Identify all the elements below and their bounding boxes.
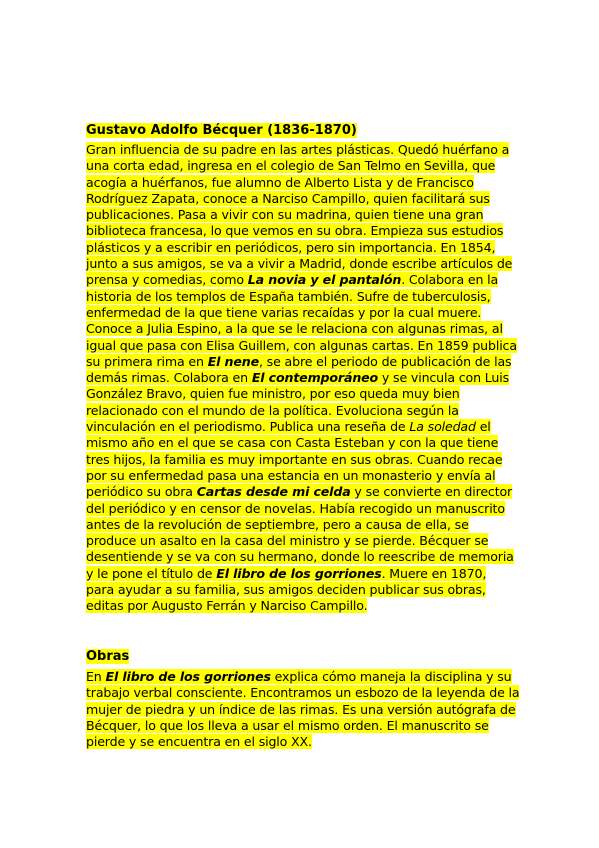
highlighted-text	[86, 533, 488, 548]
text-line	[86, 501, 516, 517]
highlighted-text	[86, 142, 509, 157]
text-line	[86, 158, 516, 174]
text-line	[86, 321, 516, 337]
works-heading: Obras	[86, 649, 130, 664]
highlighted-text	[86, 403, 459, 418]
title-reference: El libro de los gorriones	[216, 565, 382, 581]
text-segment: Conoce a Julia Espino, a la que se le relaciona con algunas rimas, al	[86, 321, 503, 337]
text-segment: historia de los templos de España también. Sufre de tuberculosis,	[86, 288, 491, 304]
text-line	[86, 468, 516, 484]
text-segment: mujer de piedra y un índice de las rimas. Es una versión autógrafa de	[86, 701, 516, 717]
highlighted-text	[86, 175, 474, 190]
text-segment: . Colabora en la	[401, 272, 499, 288]
text-segment: Rodríguez Zapata, conoce a Narciso Campillo, quien facilitará sus	[86, 190, 490, 206]
text-segment: produce un asalto en la casa del ministro y se pierde. Bécquer se	[86, 533, 489, 549]
highlighted-text	[86, 718, 489, 733]
text-line	[86, 718, 516, 734]
text-line	[86, 256, 516, 272]
highlighted-text	[86, 468, 495, 483]
text-segment: y se convierte en director	[350, 484, 513, 500]
text-line	[86, 305, 516, 321]
highlighted-text	[86, 321, 503, 336]
highlighted-text	[86, 702, 516, 717]
text-line	[86, 272, 516, 288]
text-line	[86, 338, 516, 354]
text-line	[86, 566, 516, 582]
text-segment: En	[86, 669, 106, 684]
text-line	[86, 435, 516, 451]
text-line	[86, 207, 516, 223]
text-line	[86, 685, 520, 701]
highlighted-text	[86, 501, 505, 516]
text-line	[86, 289, 516, 305]
text-segment: relacionado con el mundo de la política. Evoluciona según la	[86, 402, 459, 418]
text-segment: una corta edad, ingresa en el colegio de San Telmo en Sevilla, que	[86, 158, 496, 174]
highlighted-text	[86, 223, 503, 238]
highlighted-text	[86, 484, 512, 499]
highlighted-text	[86, 734, 312, 749]
highlighted-text	[86, 207, 483, 222]
text-segment: y le pone el título de	[86, 565, 217, 581]
highlighted-text	[86, 419, 491, 434]
text-segment: plásticos y a escribir en periódicos, pero sin importancia. En 1854,	[86, 239, 496, 255]
works-paragraph	[86, 669, 520, 750]
text-line	[86, 669, 516, 685]
highlighted-text	[86, 240, 495, 255]
text-line	[86, 533, 516, 549]
text-segment: Gran influencia de su padre en las artes plásticas. Quedó huérfano a	[86, 142, 510, 157]
text-line	[86, 734, 516, 750]
text-line	[86, 191, 516, 207]
text-line	[86, 452, 516, 468]
highlighted-text	[86, 289, 491, 304]
highlighted-text	[86, 598, 367, 613]
text-line	[86, 403, 516, 419]
text-segment: periódico su obra	[86, 484, 197, 500]
title-reference: La novia y el pantalón	[247, 272, 402, 288]
text-segment: . Muere en 1870,	[381, 565, 487, 581]
text-segment: vinculación en el periodismo. Publica una reseña de	[86, 419, 410, 435]
highlighted-text	[86, 354, 511, 369]
text-segment: por su enfermedad pasa una estancia en un monasterio y envía al	[86, 467, 496, 483]
title-reference: El contemporáneo	[251, 370, 379, 386]
text-line	[86, 370, 516, 386]
text-segment: y se vincula con Luis	[378, 370, 510, 386]
text-line	[86, 223, 516, 239]
bio-paragraph	[86, 142, 516, 615]
text-line	[86, 386, 516, 402]
text-segment: igual que pasa con Elisa Guillem, con algunas cartas. En 1859 publica	[86, 337, 517, 353]
text-segment: su primera rima en	[86, 353, 208, 369]
text-segment: antes de la revolución de septiembre, pero a causa de ella, se	[86, 516, 469, 532]
title-reference: La soledad	[409, 419, 476, 435]
text-segment: explica cómo maneja la disciplina y su	[270, 669, 512, 684]
works-heading-block	[86, 645, 516, 665]
text-segment: biblioteca francesa, lo que vemos en su obra. Empieza sus estudios	[86, 223, 504, 239]
highlighted-text	[86, 256, 512, 271]
text-segment: el	[475, 419, 491, 435]
text-segment: , se abre el periodo de publicación de las	[258, 353, 512, 369]
highlighted-text	[86, 305, 481, 320]
title-reference: Cartas desde mi celda	[196, 484, 351, 500]
text-segment: prensa y comedias, como	[86, 272, 248, 288]
text-segment: trabajo verbal consciente. Encontramos un esbozo de la leyenda de la	[86, 685, 520, 701]
text-segment: mismo año en el que se casa con Casta Esteban y con la que tiene	[86, 435, 499, 451]
text-line	[86, 484, 516, 500]
text-segment: demás rimas. Colabora en	[86, 370, 252, 386]
text-segment: tres hijos, la familia es muy importante en sus obras. Cuando recae	[86, 451, 503, 467]
highlighted-text	[86, 370, 509, 385]
text-line	[86, 142, 516, 158]
text-line	[86, 582, 516, 598]
text-line	[86, 175, 516, 191]
text-line	[86, 354, 516, 370]
title-reference: El nene	[207, 353, 259, 369]
text-line	[86, 549, 516, 565]
highlighted-text	[86, 338, 517, 353]
text-segment: González Bravo, quien fue ministro, por eso queda muy bien	[86, 386, 460, 402]
text-line	[86, 702, 516, 718]
text-segment: publicaciones. Pasa a vivir con su madrina, quien tiene una gran	[86, 207, 484, 223]
bio-heading: Gustavo Adolfo Bécquer (1836-1870)	[86, 123, 357, 138]
text-line	[86, 240, 516, 256]
text-segment: enfermedad de la que tiene varias recaídas y por la cual muere.	[86, 304, 482, 320]
bio-heading-block	[86, 119, 516, 139]
text-line	[86, 598, 516, 614]
highlighted-text	[86, 566, 486, 581]
text-segment: junto a sus amigos, se va a vivir a Madrid, donde escribe artículos de	[86, 256, 513, 272]
text-segment: desentiende y se va con su hermano, donde lo reescribe de memoria	[86, 549, 514, 565]
text-line	[86, 517, 516, 533]
text-segment: acogía a huérfanos, fue alumno de Alberto Lista y de Francisco	[86, 174, 474, 190]
text-segment: para ayudar a su familia, sus amigos deciden publicar sus obras,	[86, 582, 486, 598]
highlighted-text	[86, 452, 502, 467]
text-segment: editas por Augusto Ferrán y Narciso Campillo.	[86, 598, 368, 614]
highlighted-text	[86, 191, 490, 206]
text-line	[86, 419, 516, 435]
text-segment: del periódico y en censor de novelas. Había recogido un manuscrito	[86, 500, 505, 516]
highlighted-text	[86, 582, 486, 597]
highlighted-text	[86, 386, 460, 401]
highlighted-text	[86, 549, 514, 564]
highlighted-text	[86, 517, 469, 532]
text-segment: Bécquer, lo que los lleva a usar el mismo orden. El manuscrito se	[86, 717, 489, 733]
highlighted-text	[86, 272, 498, 287]
highlighted-text	[86, 435, 498, 450]
highlighted-text	[86, 669, 512, 684]
highlighted-text	[86, 685, 519, 700]
text-segment: pierde y se encuentra en el siglo XX.	[86, 734, 312, 750]
title-reference: El libro de los gorriones	[105, 669, 271, 684]
highlighted-text	[86, 158, 495, 173]
